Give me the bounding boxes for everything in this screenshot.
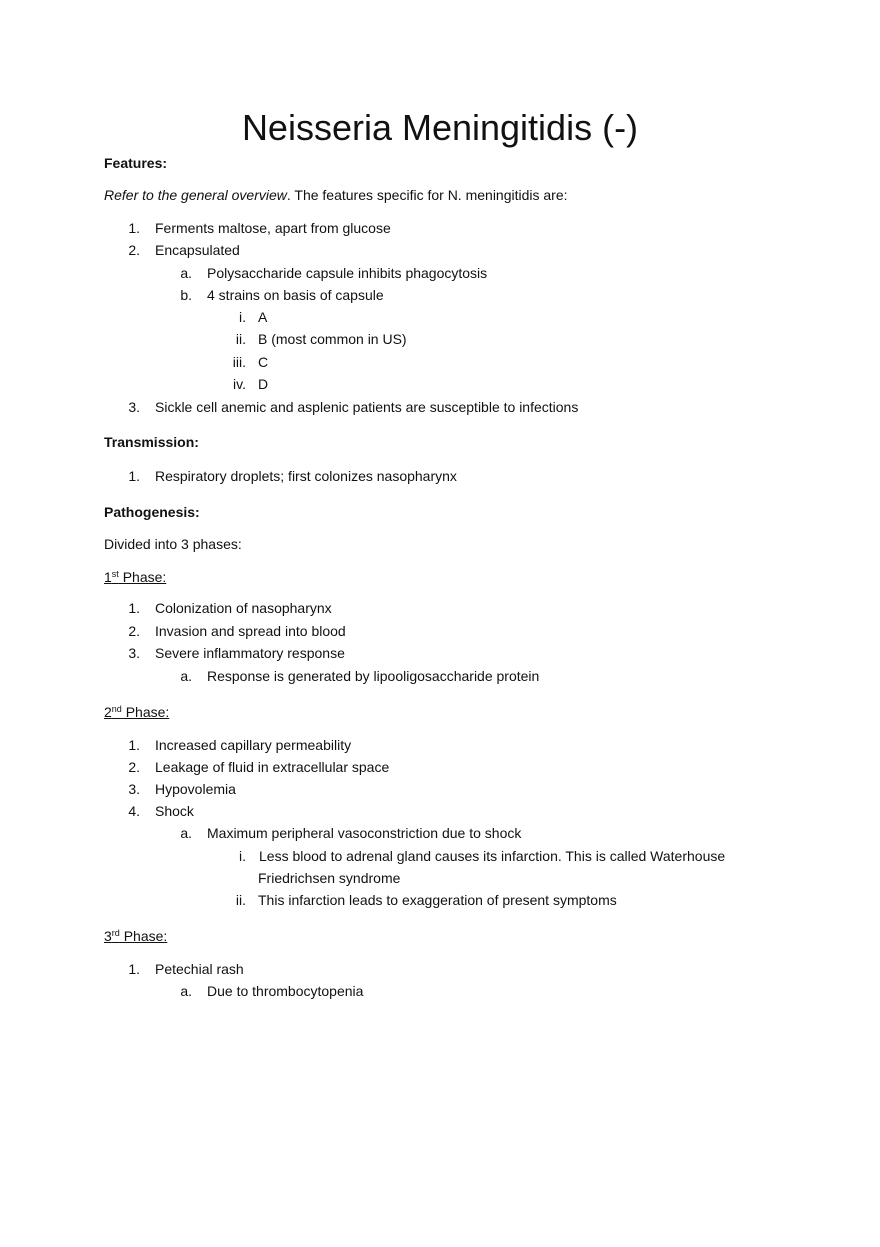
list-marker: 3.	[128, 781, 140, 797]
list-marker: iv.	[233, 376, 246, 392]
list-item: Petechial rash	[155, 961, 244, 977]
list-marker: a.	[180, 825, 192, 841]
list-marker: 3.	[128, 645, 140, 661]
list-item: Polysaccharide capsule inhibits phagocytosis	[207, 265, 488, 281]
transmission-heading: Transmission:	[104, 434, 199, 450]
features-intro	[104, 186, 568, 204]
list-marker: 1.	[128, 961, 140, 977]
features-intro-rest: . The features specific for N. meningitidis are:	[286, 187, 568, 203]
list-marker: 2.	[128, 759, 140, 775]
list-item: A	[258, 309, 268, 325]
list-item: Increased capillary permeability	[155, 737, 352, 753]
phase-2-heading: 2nd Phase:	[104, 704, 170, 720]
list-marker: a.	[180, 983, 192, 999]
list-item: Response is generated by lipooligosaccharide protein	[207, 668, 540, 684]
list-item: B (most common in US)	[258, 331, 407, 347]
features-intro-italic: Refer to the general overview	[104, 187, 287, 203]
list-item: D	[258, 376, 269, 392]
list-item: Respiratory droplets; first colonizes nasopharynx	[155, 468, 457, 484]
list-marker: 2.	[128, 242, 140, 258]
list-item: Sickle cell anemic and asplenic patients are susceptible to infections	[155, 399, 579, 415]
list-item: Leakage of fluid in extracellular space	[155, 759, 390, 775]
list-item: Colonization of nasopharynx	[155, 600, 332, 616]
pathogenesis-intro: Divided into 3 phases:	[104, 536, 242, 552]
list-item: Ferments maltose, apart from glucose	[155, 220, 391, 236]
list-item: Due to thrombocytopenia	[207, 983, 364, 999]
list-marker: b.	[180, 287, 192, 303]
list-item: Invasion and spread into blood	[155, 623, 346, 639]
features-heading: Features:	[104, 155, 168, 171]
list-marker: i.	[239, 848, 246, 864]
list-marker: 1.	[128, 737, 140, 753]
phase-3-heading: 3rd Phase:	[104, 928, 168, 944]
list-item: Severe inflammatory response	[155, 645, 345, 661]
list-marker: a.	[180, 668, 192, 684]
list-item: This infarction leads to exaggeration of present symptoms	[258, 892, 617, 908]
phase-1-heading: 1st Phase:	[104, 569, 167, 585]
list-item: Less blood to adrenal gland causes its infarction. This is called Waterhouse	[259, 848, 726, 864]
list-marker: 4.	[128, 803, 140, 819]
page-title: Neisseria Meningitidis (-)	[241, 107, 639, 148]
list-item-continuation: Friedrichsen syndrome	[258, 870, 401, 886]
list-marker: 2.	[128, 623, 140, 639]
list-marker: a.	[180, 265, 192, 281]
list-item: Shock	[155, 803, 194, 819]
list-item: Hypovolemia	[155, 781, 236, 797]
list-marker: 1.	[128, 468, 140, 484]
list-marker: ii.	[235, 331, 246, 347]
pathogenesis-heading: Pathogenesis:	[104, 504, 200, 520]
list-marker: i.	[239, 309, 246, 325]
list-marker: 1.	[128, 220, 140, 236]
list-item: Maximum peripheral vasoconstriction due to shock	[207, 825, 522, 841]
list-marker: 1.	[128, 600, 140, 616]
list-item: Encapsulated	[155, 242, 240, 258]
list-item: C	[258, 354, 269, 370]
list-marker: ii.	[235, 892, 246, 908]
list-marker: iii.	[232, 354, 246, 370]
list-item: 4 strains on basis of capsule	[207, 287, 384, 303]
list-marker: 3.	[128, 399, 140, 415]
